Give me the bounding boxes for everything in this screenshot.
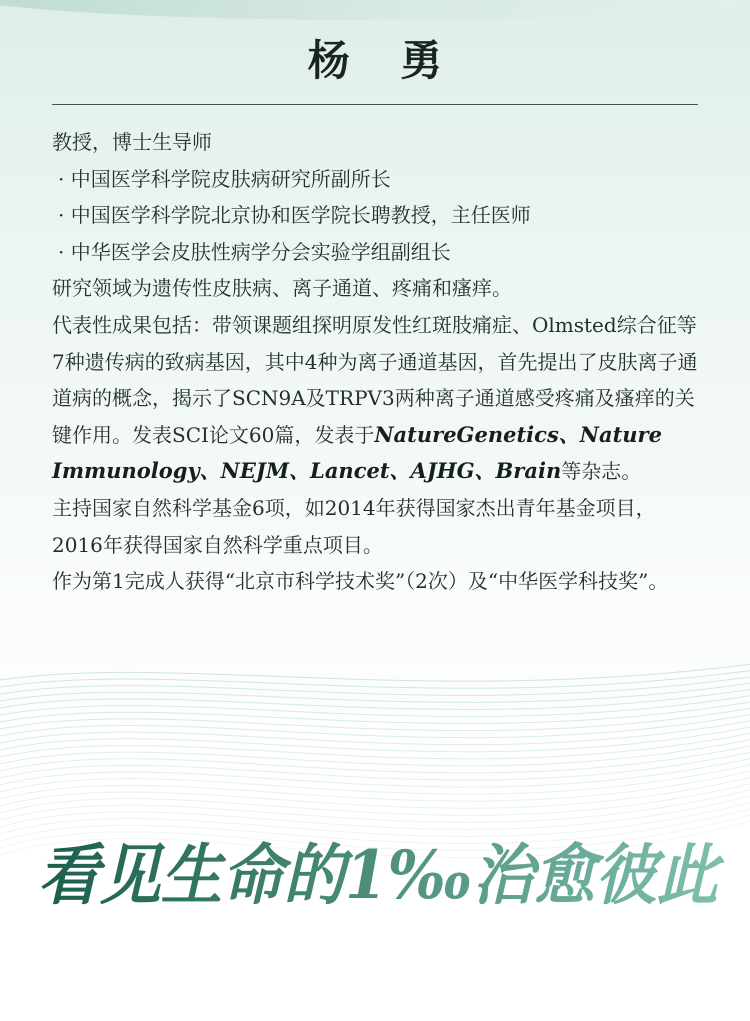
wave-line <box>0 721 750 745</box>
wave-line <box>0 784 750 816</box>
achievements-paragraph <box>52 307 702 490</box>
position-line: 教授，博士生导师 <box>52 130 212 154</box>
title-divider <box>52 104 698 105</box>
role-text: 中国医学科学院皮肤病研究所副所长 <box>70 166 391 191</box>
journals-tail: 等杂志。 <box>561 459 642 484</box>
wave-line <box>0 771 750 801</box>
role-item <box>52 234 702 271</box>
wave-line <box>0 727 750 752</box>
funding-paragraph: 主持国家自然科学基金6项，如2014年获得国家杰出青年基金项目，2016年获得国家自然科学重点项目。 <box>52 495 656 557</box>
wave-line <box>0 733 750 758</box>
role-item <box>52 197 702 234</box>
slogan-text: 看见生命的1‰治愈彼此 <box>38 836 726 914</box>
wave-line <box>0 765 750 794</box>
role-text: 中国医学科学院北京协和医学院长聘教授，主任医师 <box>70 203 531 228</box>
role-item <box>52 161 702 198</box>
research-line: 研究领域为遗传性皮肤病、离子通道、疼痛和瘙痒。 <box>52 276 512 301</box>
bio-text <box>52 124 702 600</box>
wave-line <box>0 759 750 787</box>
role-text: 中华医学会皮肤性病学分会实验学组副组长 <box>70 239 451 264</box>
slogan-calligraphy <box>28 812 728 932</box>
achievements-text: 代表性成果包括：带领课题组探明原发性红斑肢痛症、Olmsted综合征等7种遗传病的致病基因，其中4种为离子通道基因，首先提出了皮肤离子通道病的概念，揭示了SCN9A及TRPV3两种离子通道感受疼痛及瘙痒的关键作用。发表SCI论文60篇，发表于 <box>52 312 698 447</box>
wave-line <box>0 708 750 730</box>
wave-line <box>0 715 750 738</box>
person-name: 杨 勇 <box>307 36 461 85</box>
journal-list: NatureGenetics、Nature Immunology、NEJM、Lancet、AJHG、Brain <box>52 421 683 484</box>
awards-paragraph: 作为第1完成人获得“北京市科学技术奖”（2次）及“中华医学科技奖”。 <box>52 569 669 594</box>
wave-line <box>0 777 750 808</box>
top-decorative-arc <box>0 0 750 20</box>
